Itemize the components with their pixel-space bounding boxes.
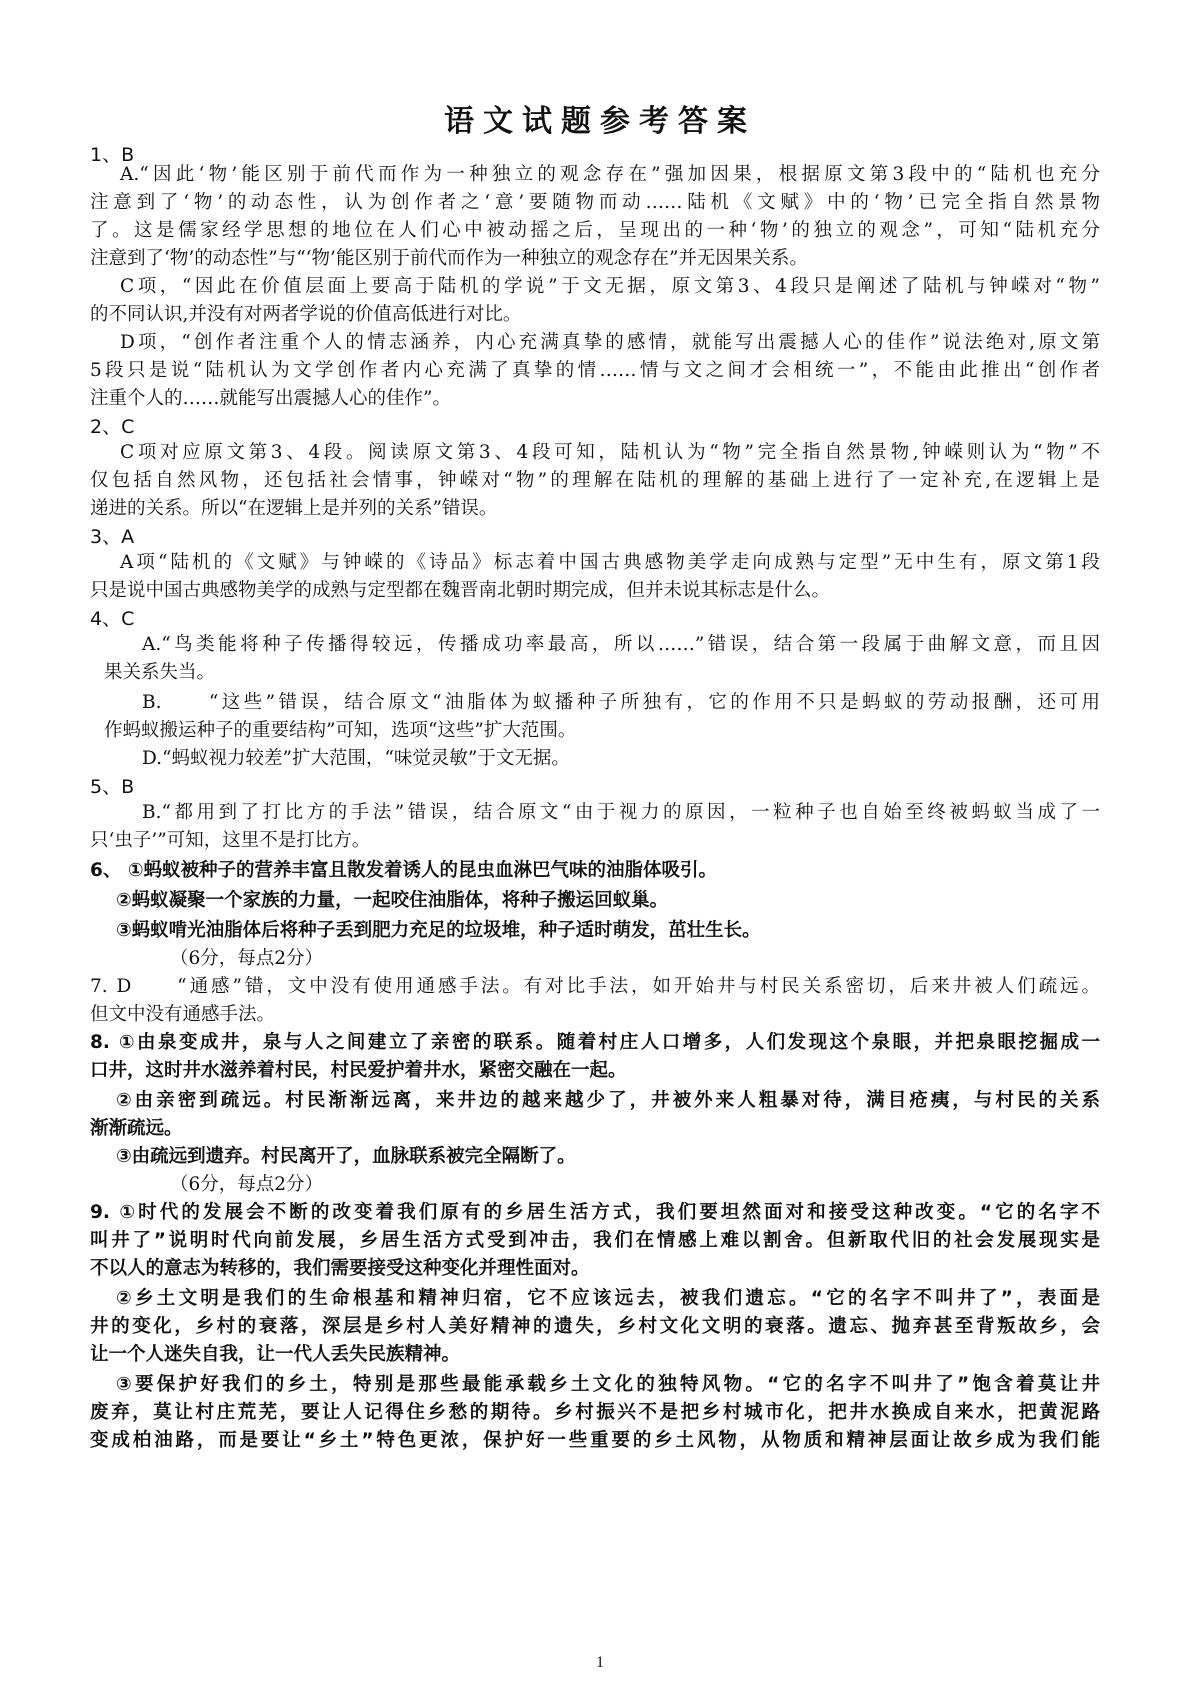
answer-line: （6分，每点2分） (170, 1174, 324, 1195)
answer-line: 注意到了‘物’的动态性”与“‘物’能区别于前代而作为一种独立的观念存在”并无因果关系。 (90, 248, 808, 269)
answer-line: ②蚂蚁凝聚一个家族的力量，一起咬住油脂体，将种子搬运回蚁巢。 (116, 890, 669, 911)
answer-line: ③蚂蚁啃光油脂体后将种子丢到肥力充足的垃圾堆，种子适时萌发，茁壮生长。 (116, 920, 761, 941)
answer-line: 9. ①时代的发展会不断的改变着我们原有的乡居生活方式，我们要坦然面对和接受这种改变。“它的名字不 (90, 1202, 1100, 1223)
answer-line: C项，“因此在价值层面上要高于陆机的学说”于文无据，原文第3、4段只是阐述了陆机与钟嵘对“物” (120, 276, 1100, 297)
answer-line: （6分，每点2分） (170, 948, 324, 969)
answer-line: 让一个人迷失自我，让一代人丢失民族精神。 (90, 1344, 461, 1365)
page-title: 语文试题参考答案 (444, 104, 756, 139)
answer-line: 变成柏油路，而是要让“乡土”特色更浓，保护好一些重要的乡土风物，从物质和精神层面让故乡成为我们能 (90, 1430, 1100, 1451)
answer-line: 4、C (90, 608, 135, 630)
answer-line: 6、 ①蚂蚁被种子的营养丰富且散发着诱人的昆虫血淋巴气味的油脂体吸引。 (90, 860, 717, 881)
answer-line: D项，“创作者注重个人的情志涵养，内心充满真挚的感情，就能写出震撼人心的佳作”说法绝对,原文第 (120, 332, 1100, 353)
answer-line: A.“鸟类能将种子传播得较远，传播成功率最高，所以……”错误，结合第一段属于曲解文意，而且因 (142, 634, 1100, 655)
answer-line: 5、B (90, 776, 135, 798)
answer-line: 1、B (90, 144, 135, 166)
answer-line: 注重个人的……就能写出震撼人心的佳作”。 (90, 388, 451, 409)
answer-line: 7. D “通感”错，文中没有使用通感手法。有对比手法，如开始井与村民关系密切，后来井被人们疏远。 (90, 976, 1100, 997)
answer-line: 的不同认识,并没有对两者学说的价值高低进行对比。 (90, 304, 522, 325)
answer-line: 注意到了‘物’的动态性，认为创作者之‘意’要随物而动……陆机《文赋》中的‘物’已完全指自然景物 (90, 192, 1100, 213)
answer-line: A项“陆机的《文赋》与钟嵘的《诗品》标志着中国古典感物美学走向成熟与定型”无中生有，原文第1段 (120, 552, 1100, 573)
answer-line: 递进的关系。所以“在逻辑上是并列的关系”错误。 (90, 498, 498, 519)
page-number: 1 (596, 1654, 604, 1671)
answer-line: ③要保护好我们的乡土，特别是那些最能承载乡土文化的独特风物。“它的名字不叫井了”饱含着莫让井 (116, 1374, 1100, 1395)
answer-line: 叫井了”说明时代向前发展，乡居生活方式受到冲击，我们在情感上难以割舍。但新取代旧的社会发展现实是 (90, 1230, 1100, 1251)
answer-line: C项对应原文第3、4段。阅读原文第3、4段可知，陆机认为“物”完全指自然景物,钟嵘则认为“物”不 (120, 442, 1100, 463)
answer-line: 果关系失当。 (104, 662, 216, 683)
answer-line: 5段只是说“陆机认为文学创作者内心充满了真挚的情……情与文之间才会相统一”，不能由此推出“创作者 (90, 360, 1100, 381)
answer-line: 仅包括自然风物，还包括社会情事，钟嵘对“物”的理解在陆机的理解的基础上进行了一定补充,在逻辑上是 (90, 470, 1100, 491)
answer-line: 渐渐疏远。 (90, 1118, 183, 1139)
answer-line: A.“因此‘物’能区别于前代而作为一种独立的观念存在”强加因果，根据原文第3段中的“陆机也充分 (120, 164, 1100, 185)
answer-line: ③由疏远到遗弃。村民离开了，血脉联系被完全隔断了。 (116, 1146, 576, 1167)
answer-line: ②乡土文明是我们的生命根基和精神归宿，它不应该远去，被我们遗忘。“它的名字不叫井了”，表面是 (116, 1288, 1100, 1309)
answer-line: D.“蚂蚁视力较差”扩大范围，“味觉灵敏”于文无据。 (142, 748, 570, 769)
answer-line: 8. ①由泉变成井，泉与人之间建立了亲密的联系。随着村庄人口增多，人们发现这个泉眼，并把泉眼挖掘成一 (90, 1032, 1100, 1053)
answer-line: 但文中没有通感手法。 (90, 1004, 276, 1025)
answer-line: B. “这些”错误，结合原文“油脂体为蚁播种子所独有，它的作用不只是蚂蚁的劳动报酬，还可用 (142, 692, 1100, 713)
answer-line: 井的变化，乡村的衰落，深层是乡村人美好精神的遗失，乡村文化文明的衰落。遗忘、抛弃甚至背叛故乡，会 (90, 1316, 1100, 1337)
answer-line: 2、C (90, 416, 135, 438)
answer-line: ②由亲密到疏远。村民渐渐远离，来井边的越来越少了，井被外来人粗暴对待，满目疮痍，与村民的关系 (116, 1090, 1100, 1111)
answer-line: B.“都用到了打比方的手法”错误，结合原文“由于视力的原因，一粒种子也自始至终被蚂蚁当成了一 (142, 802, 1100, 823)
answer-line: 3、A (90, 526, 135, 548)
answer-line: 了。这是儒家经学思想的地位在人们心中被动摇之后，呈现出的一种‘物’的独立的观念”，可知“陆机充分 (90, 220, 1100, 241)
answer-line: 口井，这时井水滋养着村民，村民爱护着井水，紧密交融在一起。 (90, 1060, 627, 1081)
answer-line: 作蚂蚁搬运种子的重要结构”可知，选项“这些”扩大范围。 (104, 720, 577, 741)
answer-line: 只‘虫子’”可知，这里不是打比方。 (90, 830, 371, 851)
answer-line: 只是说中国古典感物美学的成熟与定型都在魏晋南北朝时期完成，但并未说其标志是什么。 (90, 580, 831, 601)
answer-line: 废弃，莫让村庄荒芜，要让人记得住乡愁的期待。乡村振兴不是把乡村城市化，把井水换成自来水，把黄泥路 (90, 1402, 1100, 1423)
answer-line: 不以人的意志为转移的，我们需要接受这种变化并理性面对。 (90, 1258, 590, 1279)
